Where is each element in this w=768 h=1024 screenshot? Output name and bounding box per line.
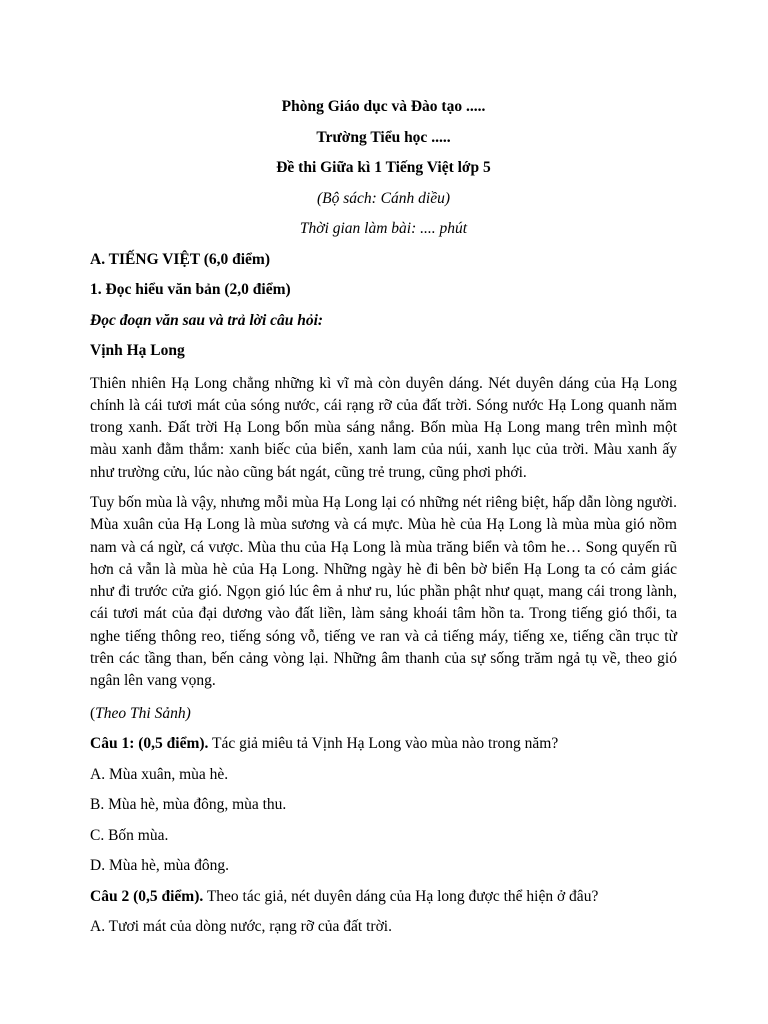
section-a-title: A. TIẾNG VIỆT (6,0 điểm) xyxy=(90,250,271,268)
question-1-option-d: D. Mùa hè, mùa đông. xyxy=(90,857,230,875)
exam-title: Đề thi Giữa kì 1 Tiếng Việt lớp 5 xyxy=(276,159,491,176)
question-2-option-a: A. Tươi mát của dòng nước, rạng rỡ của đất trời. xyxy=(90,918,392,936)
source-paren: ( xyxy=(90,704,96,722)
passage-paragraph-1: Thiên nhiên Hạ Long chẳng những kì vĩ mà còn duyên dáng. Nét duyên dáng của Hạ Long chính là cái tươi mát của sóng nước, cái rạng rỡ của đất trời. Sóng nước Hạ Long quanh năm trong xanh. Đất trời Hạ Long bốn mùa sáng nắng. Bốn mùa Hạ Long mang trên mình một màu xanh đằm thắm: xanh biếc của biển, xanh lam của núi, xanh lục của trời. Màu xanh ấy như trường cửu, lúc nào cũng bát ngát, cũng trẻ trung, cũng phơi phới. xyxy=(90,374,677,481)
book-series: (Bộ sách: Cánh diều) xyxy=(316,189,450,207)
passage-title: Vịnh Hạ Long xyxy=(90,342,185,359)
document-content xyxy=(90,98,677,949)
question-1-text: Tác giả miêu tả Vịnh Hạ Long vào mùa nào trong năm? xyxy=(208,735,559,753)
office-name: Phòng Giáo dục và Đào tạo ..... xyxy=(281,98,486,115)
question-1 xyxy=(90,735,677,752)
question-2-label: Câu 2 (0,5 điểm). xyxy=(90,887,204,905)
passage-paragraph-2: Tuy bốn mùa là vậy, nhưng mỗi mùa Hạ Long lại có những nét riêng biệt, hấp dẫn lòng người. Mùa xuân của Hạ Long là mùa sương và cá mực. Mùa hè của Hạ Long là mùa mùa gió nồm nam và cá ngừ, cá vược. Mùa thu của Hạ Long là mùa trăng biển và tôm he… Song quyến rũ hơn cả vẫn là mùa hè của Hạ Long. Những ngày hè đi bên bờ biển Hạ Long ta có cảm giác như đi trước cửa gió. Ngọn gió lúc êm ả như ru, lúc phần phật như quạt, mang cái trong lành, cái tươi mát của đại dương vào đất liền, làm sảng khoái tâm hồn ta. Trong tiếng gió thổi, ta nghe tiếng thông reo, tiếng sóng vỗ, tiếng ve ran và cả tiếng máy, tiếng xe, tiếng cần trục từ trên các tầng than, bến cảng vòng lại. Những âm thanh của sự sống trăm ngả tụ về, theo gió ngân lên vang vọng. xyxy=(90,493,677,690)
reading-instruction: Đọc đoạn văn sau và trả lời câu hỏi: xyxy=(90,311,324,329)
question-1-option-b: B. Mùa hè, mùa đông, mùa thu. xyxy=(90,796,287,814)
part-1-title: 1. Đọc hiểu văn bản (2,0 điểm) xyxy=(90,281,291,298)
question-1-label: Câu 1: (0,5 điểm). xyxy=(90,735,209,753)
question-1-option-c: C. Bốn mùa. xyxy=(90,826,169,844)
question-2 xyxy=(90,888,677,905)
exam-time: Thời gian làm bài: .... phút xyxy=(299,220,468,237)
school-name: Trường Tiểu học ..... xyxy=(316,128,451,146)
passage-source xyxy=(90,705,677,722)
source-text: Theo Thi Sảnh) xyxy=(95,704,191,722)
question-2-text: Theo tác giả, nét duyên dáng của Hạ long được thể hiện ở đâu? xyxy=(203,887,599,905)
question-1-option-a: A. Mùa xuân, mùa hè. xyxy=(90,765,229,783)
